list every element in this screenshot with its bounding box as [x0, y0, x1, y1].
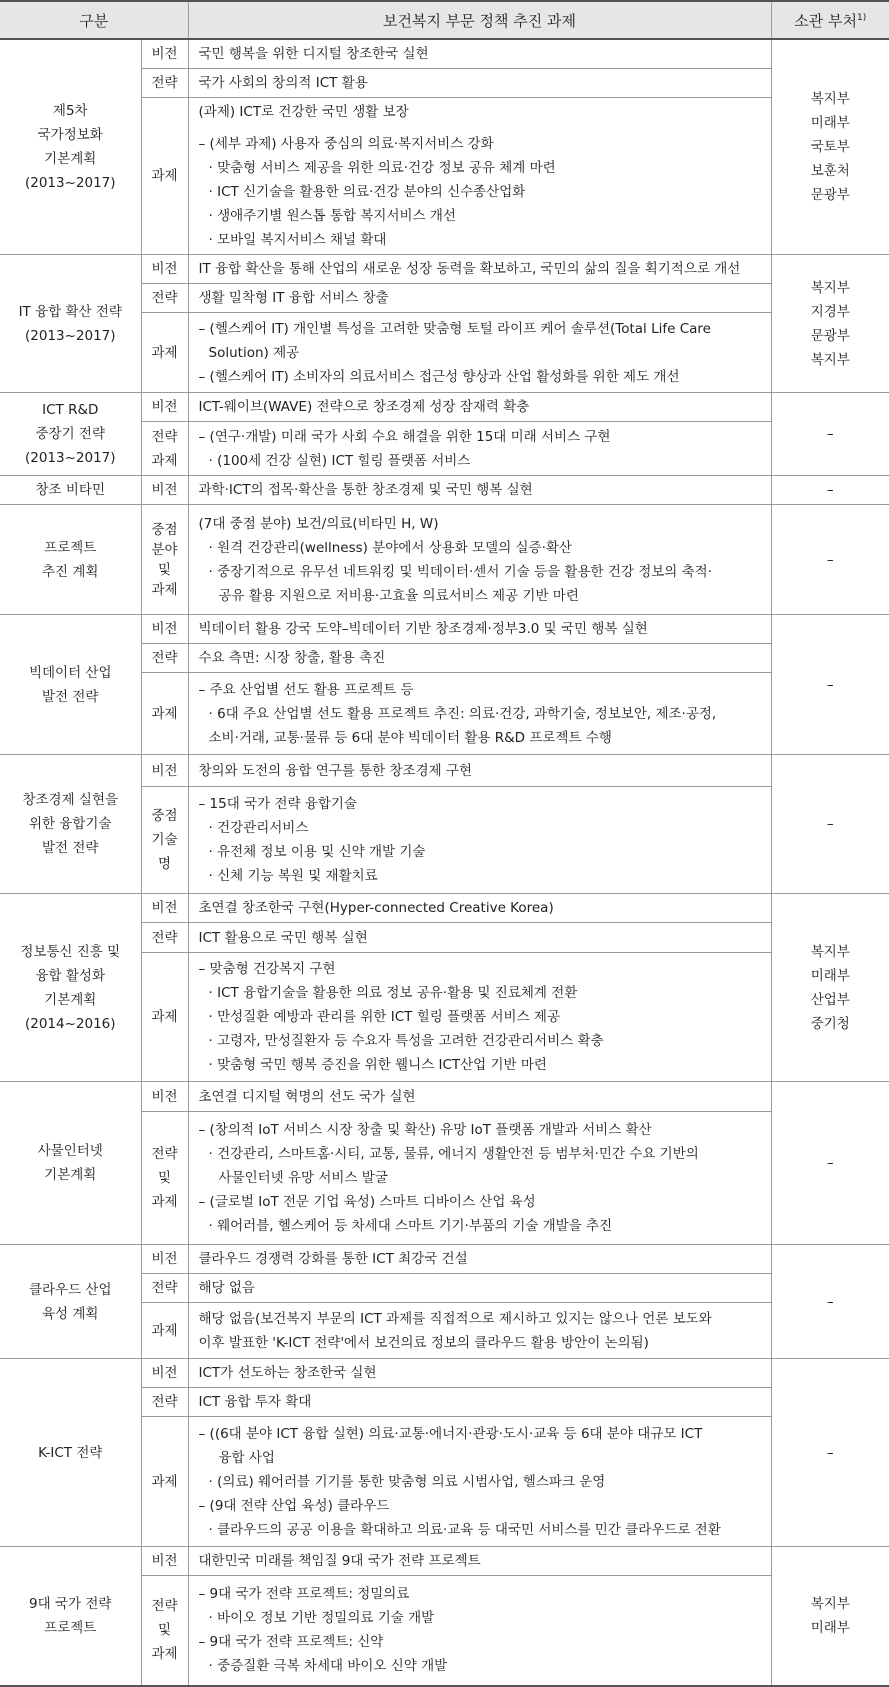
- vision-label: 비전: [141, 894, 188, 923]
- vision-text: 국민 행복을 위한 디지털 창조한국 실현: [188, 39, 771, 69]
- vision-label: 비전: [141, 1547, 188, 1576]
- strategy-label: 전략: [141, 69, 188, 98]
- strategy-text: 해당 없음: [188, 1274, 771, 1303]
- task-text: (과제) ICT로 건강한 국민 생활 보장 – (세부 과제) 사용자 중심의 의료·복지서비스 강화 · 맞춤형 서비스 제공을 위한 의료·건강 정보 공유 체계 마련 · ICT 신기술을 활용한 의료·건강 분야의 신수종산업화 · 생애주기별 원스톱 통합 복지서비스 개선 · 모바일 복지서비스 채널 확대: [188, 98, 771, 255]
- task-text: – (창의적 IoT 서비스 시장 창출 및 확산) 유망 IoT 플랫폼 개발과 서비스 확산 · 건강관리, 스마트홈·시티, 교통, 물류, 에너지 생활안전 등 범부처·민간 수요 기반의 사물인터넷 유망 서비스 발굴 – (글로벌 IoT 전문 기업 육성) 스마트 디바이스 산업 육성 · 웨어러블, 헬스케어 등 차세대 스마트 기기·부품의 기술 개발을 추진: [188, 1112, 771, 1245]
- table-row: [0, 1245, 889, 1274]
- strategy-text: ICT 융합 투자 확대: [188, 1388, 771, 1417]
- task-text: – 주요 산업별 선도 활용 프로젝트 등 · 6대 주요 산업별 선도 활용 프로젝트 추진: 의료·건강, 과학기술, 정보보안, 제조·공정, 소비·거래, 교통·물류 등 6대 분야 빅데이터 활용 R&D 프로젝트 수행: [188, 673, 771, 755]
- group-name-s7: 창조경제 실현을 위한 융합기술 발전 전략: [0, 755, 141, 894]
- table-row: [0, 39, 889, 69]
- strategy-task-label: 전략 및 과제: [141, 1112, 188, 1245]
- strategy-label: 전략: [141, 284, 188, 313]
- group-name-s10: 클라우드 산업 육성 계획: [0, 1245, 141, 1359]
- ministry-s3: –: [771, 393, 889, 476]
- group-name-s11: K-ICT 전략: [0, 1359, 141, 1547]
- vision-text: 창의와 도전의 융합 연구를 통한 창조경제 구현: [188, 755, 771, 787]
- task-label: 과제: [141, 673, 188, 755]
- task-label: 과제: [141, 953, 188, 1082]
- table-row: [0, 755, 889, 787]
- vision-label: 비전: [141, 1245, 188, 1274]
- vision-text: 클라우드 경쟁력 강화를 통한 ICT 최강국 건설: [188, 1245, 771, 1274]
- strategy-label: 전략: [141, 1274, 188, 1303]
- table-row: [0, 505, 889, 615]
- vision-text: ICT-웨이브(WAVE) 전략으로 창조경제 성장 잠재력 확충: [188, 393, 771, 422]
- task-label: 과제: [141, 1417, 188, 1547]
- table-row: [0, 894, 889, 923]
- vision-text: ICT가 선도하는 창조한국 실현: [188, 1359, 771, 1388]
- task-text: 해당 없음(보건복지 부문의 ICT 과제를 직접적으로 제시하고 있지는 않으나 언론 보도와 이후 발표한 'K-ICT 전략'에서 보건의료 정보의 클라우드 활용 방안이 논의됨): [188, 1303, 771, 1359]
- header-ministry: 소관 부처$^{1)}$: [771, 1, 889, 39]
- ministry-s6: –: [771, 615, 889, 755]
- header-row: [0, 1, 889, 39]
- table-row: [0, 255, 889, 284]
- task-label: 과제: [141, 98, 188, 255]
- ministry-s11: –: [771, 1359, 889, 1547]
- vision-text: 대한민국 미래를 책임질 9대 국가 전략 프로젝트: [188, 1547, 771, 1576]
- vision-text: 초연결 디지털 혁명의 선도 국가 실현: [188, 1082, 771, 1112]
- table-row: [0, 1359, 889, 1388]
- ministry-s2: 복지부 지경부 문광부 복지부: [771, 255, 889, 393]
- task-text: – 맞춤형 건강복지 구현 · ICT 융합기술을 활용한 의료 정보 공유·활용 및 진료체계 전환 · 만성질환 예방과 관리를 위한 ICT 힐링 플랫폼 서비스 제공 · 고령자, 만성질환자 등 수요자 특성을 고려한 건강관리서비스 확충 · 맞춤형 국민 행복 증진을 위한 웰니스 ICT산업 기반 마련: [188, 953, 771, 1082]
- vision-label: 비전: [141, 255, 188, 284]
- vision-text: 과학·ICT의 접목·확산을 통한 창조경제 및 국민 행복 실현: [188, 476, 771, 505]
- task-label: 과제: [141, 313, 188, 393]
- header-group: 구분: [0, 1, 188, 39]
- task-text: – 15대 국가 전략 융합기술 · 건강관리서비스 · 유전체 정보 이용 및 신약 개발 기술 · 신체 기능 복원 및 재활치료: [188, 787, 771, 894]
- vision-label: 비전: [141, 393, 188, 422]
- strategy-task-label: 전략 및 과제: [141, 1576, 188, 1686]
- vision-label: 비전: [141, 1359, 188, 1388]
- vision-text: 초연결 창조한국 구현(Hyper-connected Creative Korea): [188, 894, 771, 923]
- strategy-text: ICT 활용으로 국민 행복 실현: [188, 923, 771, 953]
- group-name-s9: 사물인터넷 기본계획: [0, 1082, 141, 1245]
- vision-label: 비전: [141, 1082, 188, 1112]
- group-name-s6: 빅데이터 산업 발전 전략: [0, 615, 141, 755]
- task-text: – (연구·개발) 미래 국가 사회 수요 해결을 위한 15대 미래 서비스 구현 · (100세 건강 실현) ICT 힐링 플랫폼 서비스: [188, 422, 771, 476]
- group-name-s12: 9대 국가 전략 프로젝트: [0, 1547, 141, 1686]
- strategy-task-label: 전략 과제: [141, 422, 188, 476]
- group-name-s1: 제5차 국가정보화 기본계획 (2013~2017): [0, 39, 141, 255]
- table-row: [0, 393, 889, 422]
- group-name-s5: 프로젝트 추진 계획: [0, 505, 141, 615]
- strategy-label: 전략: [141, 644, 188, 673]
- vision-label: 비전: [141, 755, 188, 787]
- ministry-s10: –: [771, 1245, 889, 1359]
- ministry-s9: –: [771, 1082, 889, 1245]
- strategy-label: 전략: [141, 1388, 188, 1417]
- task-label: 과제: [141, 1303, 188, 1359]
- ministry-s1: 복지부 미래부 국토부 보훈처 문광부: [771, 39, 889, 255]
- group-name-s4: 창조 비타민: [0, 476, 141, 505]
- vision-label: 비전: [141, 476, 188, 505]
- table-row: [0, 1082, 889, 1112]
- ministry-s12: 복지부 미래부: [771, 1547, 889, 1686]
- vision-label: 비전: [141, 39, 188, 69]
- group-name-s3: ICT R&D 중장기 전략 (2013~2017): [0, 393, 141, 476]
- ministry-s4: –: [771, 476, 889, 505]
- task-text: (7대 중점 분야) 보건/의료(비타민 H, W) · 원격 건강관리(wellness) 분야에서 상용화 모델의 실증·확산 · 중장기적으로 유무선 네트워킹 및 빅데이터·센서 기술 등을 활용한 건강 정보의 축적· 공유 활용 지원으로 저비용·고효율 의료서비스 제공 기반 마련: [188, 505, 771, 615]
- task-text: – 9대 국가 전략 프로젝트: 정밀의료 · 바이오 정보 기반 정밀의료 기술 개발 – 9대 국가 전략 프로젝트: 신약 · 중증질환 극복 차세대 바이오 신약 개발: [188, 1576, 771, 1686]
- vision-text: 빅데이터 활용 강국 도약–빅데이터 기반 창조경제·정부3.0 및 국민 행복 실현: [188, 615, 771, 644]
- strategy-text: 수요 측면: 시장 창출, 활용 촉진: [188, 644, 771, 673]
- table-row: [0, 1547, 889, 1576]
- strategy-text: 국가 사회의 창의적 ICT 활용: [188, 69, 771, 98]
- focus-tech-label: 중점 기술 명: [141, 787, 188, 894]
- task-text: – ((6대 분야 ICT 융합 실현) 의료·교통·에너지·관광·도시·교육 등 6대 분야 대규모 ICT 융합 사업 · (의료) 웨어러블 기기를 통한 맞춤형 의료 시범사업, 헬스파크 운영 – (9대 전략 산업 육성) 클라우드 · 클라우드의 공공 이용을 확대하고 의료·교육 등 대국민 서비스를 민간 클라우드로 전환: [188, 1417, 771, 1547]
- header-task: 보건복지 부문 정책 추진 과제: [188, 1, 771, 39]
- group-name-s2: IT 융합 확산 전략 (2013~2017): [0, 255, 141, 393]
- strategy-text: 생활 밀착형 IT 융합 서비스 창출: [188, 284, 771, 313]
- task-text: – (헬스케어 IT) 개인별 특성을 고려한 맞춤형 토털 라이프 케어 솔루션(Total Life Care Solution) 제공 – (헬스케어 IT) 소비자의 의료서비스 접근성 향상과 산업 활성화를 위한 제도 개선: [188, 313, 771, 393]
- vision-label: 비전: [141, 615, 188, 644]
- ministry-s8: 복지부 미래부 산업부 중기청: [771, 894, 889, 1082]
- focus-label: 중점 분야 및 과제: [141, 505, 188, 615]
- ministry-s5: –: [771, 505, 889, 615]
- ministry-s7: –: [771, 755, 889, 894]
- table-row: [0, 615, 889, 644]
- vision-text: IT 융합 확산을 통해 산업의 새로운 성장 동력을 확보하고, 국민의 삶의 질을 획기적으로 개선: [188, 255, 771, 284]
- table-row: [0, 476, 889, 505]
- group-name-s8: 정보통신 진흥 및 융합 활성화 기본계획 (2014~2016): [0, 894, 141, 1082]
- strategy-label: 전략: [141, 923, 188, 953]
